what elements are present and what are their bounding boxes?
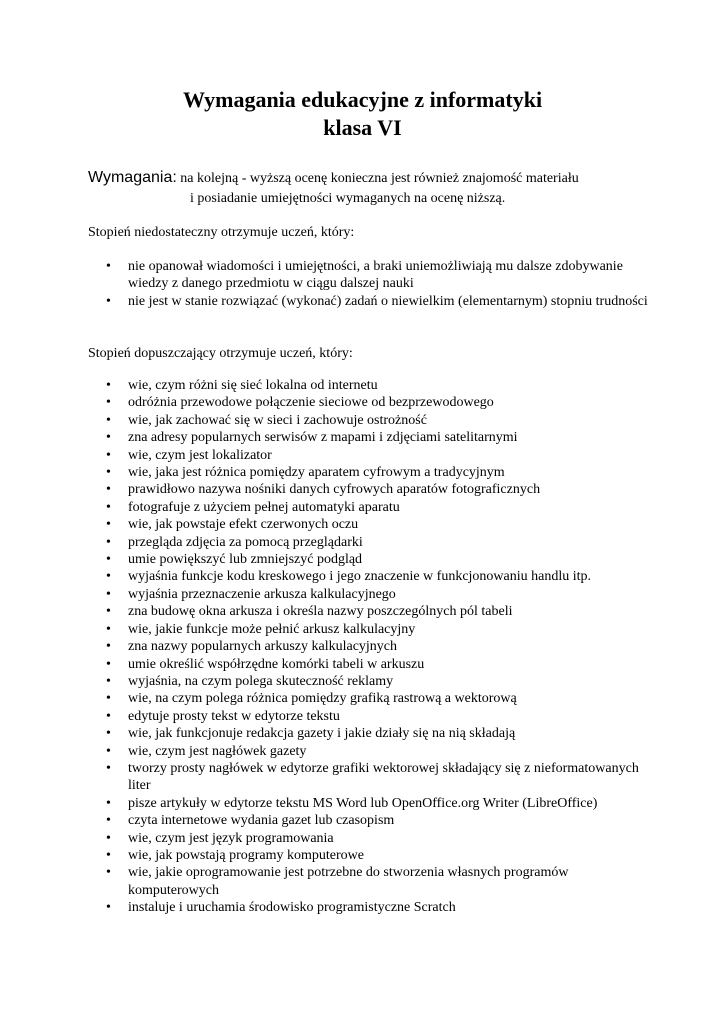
list-item: • prawidłowo nazywa nośniki danych cyfrowych aparatów fotograficznych xyxy=(128,481,648,498)
list-item: • wyjaśnia funkcje kodu kreskowego i jego znaczenie w funkcjonowaniu handlu itp. xyxy=(128,568,648,585)
list-item: • zna adresy popularnych serwisów z mapami i zdjęciami satelitarnymi xyxy=(128,429,648,446)
title-line-1: Wymagania edukacyjne z informatyki xyxy=(182,87,543,112)
list-item: • przegląda zdjęcia za pomocą przeglądarki xyxy=(128,534,648,551)
list-item: • wie, jak funkcjonuje redakcja gazety i jakie działy się na nią składają xyxy=(128,725,648,742)
list-item: • nie jest w stanie rozwiązać (wykonać) zadań o niewielkim (elementarnym) stopniu trudności xyxy=(128,293,648,310)
list-item: • pisze artykuły w edytorze tekstu MS Word lub OpenOffice.org Writer (LibreOffice) xyxy=(128,795,648,812)
requirements-note xyxy=(88,168,658,209)
list-item: • fotografuje z użyciem pełnej automatyki aparatu xyxy=(128,499,648,516)
list-item: • wyjaśnia, na czym polega skuteczność reklamy xyxy=(128,673,648,690)
list-item: • edytuje prosty tekst w edytorze tekstu xyxy=(128,708,648,725)
list-item: • tworzy prosty nagłówek w edytorze grafiki wektorowej składający się z nieformatowanych liter xyxy=(128,760,648,795)
list-item: • wie, czym różni się sieć lokalna od internetu xyxy=(128,377,648,394)
list-item: • wie, czym jest lokalizator xyxy=(128,447,648,464)
grade-sufficient-list xyxy=(128,377,648,917)
list-item: • wie, na czym polega różnica pomiędzy grafiką rastrową a wektorową xyxy=(128,690,648,707)
list-item: • nie opanował wiadomości i umiejętności, a braki uniemożliwiają mu dalsze zdobywanie wiedzy z danego przedmiotu w ciągu dalszej nauki xyxy=(128,258,648,293)
list-item: • wie, jakie oprogramowanie jest potrzebne do stworzenia własnych programów komputerowych xyxy=(128,864,648,899)
grade-insufficient-heading: Stopień niedostateczny otrzymuje uczeń, który: xyxy=(88,225,355,240)
list-item: • wie, jaka jest różnica pomiędzy aparatem cyfrowym a tradycyjnym xyxy=(128,464,648,481)
requirements-text-line-2: i posiadanie umiejętności wymaganych na ocenę niższą. xyxy=(190,191,506,206)
list-item: • wie, jak powstają programy komputerowe xyxy=(128,847,648,864)
requirements-label: Wymagania: xyxy=(88,169,177,186)
grade-sufficient-heading: Stopień dopuszczający otrzymuje uczeń, który: xyxy=(88,346,353,361)
requirements-text-line-1: na kolejną - wyższą ocenę konieczna jest również znajomość materiału xyxy=(180,171,579,186)
list-item: • czyta internetowe wydania gazet lub czasopism xyxy=(128,812,648,829)
list-item: • zna budowę okna arkusza i określa nazwy poszczególnych pól tabeli xyxy=(128,603,648,620)
list-item: • odróżnia przewodowe połączenie sieciowe od bezprzewodowego xyxy=(128,394,648,411)
list-item: • wie, jakie funkcje może pełnić arkusz kalkulacyjny xyxy=(128,621,648,638)
list-item: • wie, jak powstaje efekt czerwonych oczu xyxy=(128,516,648,533)
list-item: • instaluje i uruchamia środowisko programistyczne Scratch xyxy=(128,899,648,916)
list-item: • umie określić współrzędne komórki tabeli w arkuszu xyxy=(128,656,648,673)
list-item: • wie, czym jest język programowania xyxy=(128,830,648,847)
list-item: • wie, czym jest nagłówek gazety xyxy=(128,743,648,760)
list-item: • zna nazwy popularnych arkuszy kalkulacyjnych xyxy=(128,638,648,655)
list-item: • wie, jak zachować się w sieci i zachowuje ostrożność xyxy=(128,412,648,429)
document-title xyxy=(0,86,725,142)
list-item: • wyjaśnia przeznaczenie arkusza kalkulacyjnego xyxy=(128,586,648,603)
title-line-2: klasa VI xyxy=(323,115,402,140)
grade-insufficient-list xyxy=(128,258,648,310)
list-item: • umie powiększyć lub zmniejszyć podgląd xyxy=(128,551,648,568)
